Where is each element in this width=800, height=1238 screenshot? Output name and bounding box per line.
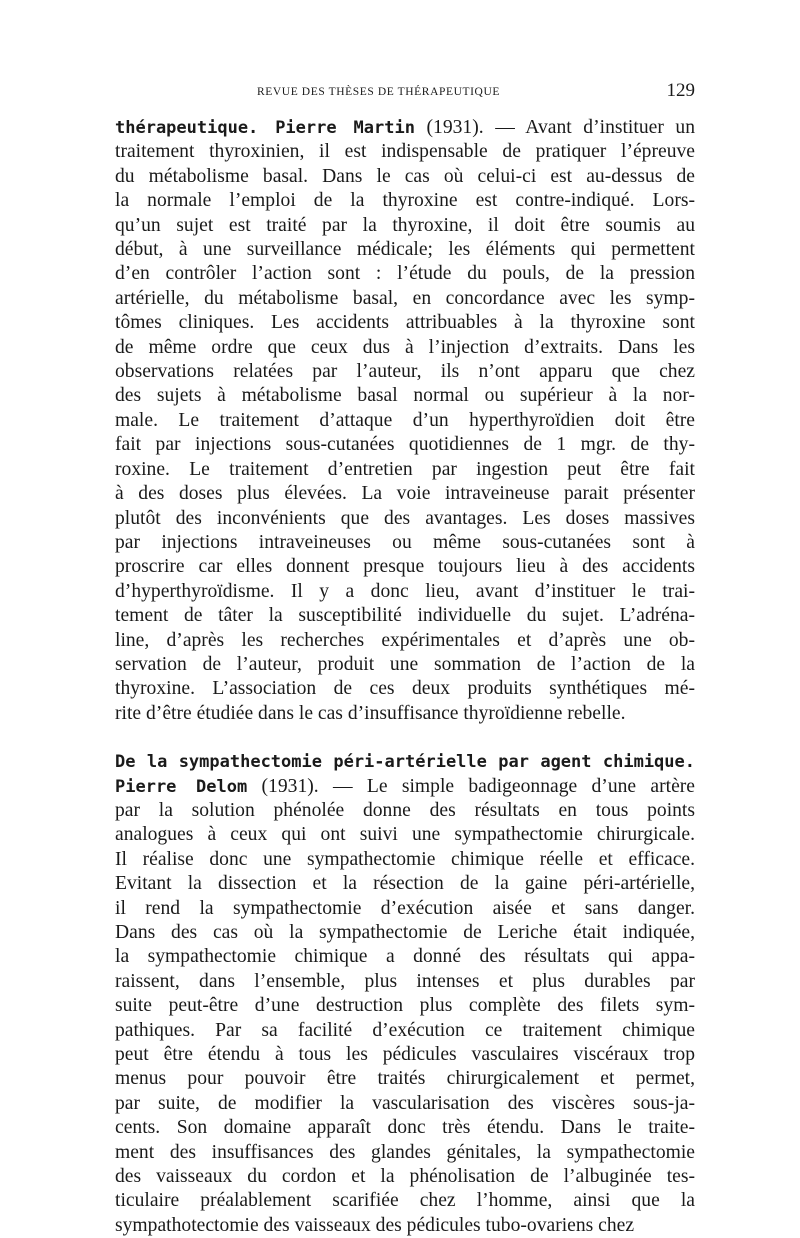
line-text: d’hyperthyroïdisme. Il y a donc lieu, avant d’instituer le trai- [115,580,695,602]
text-line [115,1141,695,1165]
line-text: plutôt des inconvénients que des avantages. Les doses massives [115,507,695,529]
line-text: thyroxine. L’association de ces deux produits synthétiques mé- [115,678,695,700]
line-text: proscrire car elles donnent presque toujours lieu à des accidents [115,556,695,578]
author-name: Pierre Delom [115,776,248,797]
text-line [115,775,695,799]
running-header [115,80,695,106]
text-line [115,116,695,140]
text-line [115,921,695,945]
line-text: (1931). — Avant d’instituer un [414,117,696,138]
line-text: la sympathectomie chimique a donné des résultats qui appa- [115,946,695,968]
line-text: des sujets à métabolisme basal normal ou supérieur à la nor- [115,385,695,407]
text-line [115,189,695,213]
text-line [115,1214,695,1238]
line-text: par la solution phénolée donne des résultats en tous points [115,799,695,821]
line-text: des vaisseaux du cordon et la phénolisation de l’albuginée tes- [115,1166,695,1188]
line-text: male. Le traitement d’attaque d’un hyperthyroïdien doit être [115,409,695,431]
section-title: De la sympathectomie péri-artérielle par agent chimique. [115,752,695,773]
text-line [115,311,695,335]
page-number: 129 [666,80,695,101]
line-text: roxine. Le traitement d’entretien par ingestion peut être fait [115,458,695,480]
line-text: rite d’être étudiée dans le cas d’insuffisance thyroïdienne rebelle. [115,702,626,724]
abstract-delom [115,750,695,1238]
line-text: menus pour pouvoir être traités chirurgicalement et permet, [115,1068,695,1090]
line-text: Il réalise donc une sympathectomie chimique réelle et efficace. [115,848,695,870]
text-line [115,872,695,896]
text-line [115,994,695,1018]
text-line [115,677,695,701]
line-text: début, à une surveillance médicale; les éléments qui permettent [115,239,695,261]
line-text: tement de tâter la susceptibilité individuelle du sujet. L’adréna- [115,605,695,627]
text-line [115,799,695,823]
text-line [115,702,695,726]
document-page [115,80,695,1238]
text-line [115,629,695,653]
line-text: par injections intraveineuses ou même sous-cutanées sont à [115,531,695,553]
line-text: qu’un sujet est traité par la thyroxine, il doit être soumis au [115,214,695,236]
line-text: line, d’après les recherches expérimentales et d’après une ob- [115,629,695,651]
text-line [115,140,695,164]
line-text: traitement thyroxinien, il est indispensable de pratiquer l’épreuve [115,141,695,163]
text-line [115,897,695,921]
line-text: de même ordre que ceux dus à l’injection d’extraits. Dans les [115,336,695,358]
line-text: Evitant la dissection et la résection de la gaine péri-artérielle, [115,873,695,895]
text-line [115,165,695,189]
section-title-line [115,750,695,774]
abstract-martin [115,116,695,726]
text-line [115,555,695,579]
text-line [115,604,695,628]
text-line [115,507,695,531]
line-text: raissent, dans l’ensemble, plus intenses et plus durables par [115,970,695,992]
line-text: la normale l’emploi de la thyroxine est contre-indiqué. Lors- [115,190,695,212]
text-line [115,433,695,457]
text-line [115,409,695,433]
line-text: (1931). — Le simple badigeonnage d’une artère [247,775,695,797]
line-text: peut être étendu à tous les pédicules vasculaires viscéraux trop [115,1044,695,1066]
text-line [115,238,695,262]
text-line [115,653,695,677]
text-line [115,262,695,286]
text-line [115,970,695,994]
text-line [115,1019,695,1043]
text-line [115,1067,695,1091]
line-text: du métabolisme basal. Dans le cas où celui-ci est au-dessus de [115,165,695,187]
line-text: cents. Son domaine apparaît donc très étendu. Dans le traite- [115,1117,695,1139]
text-line [115,214,695,238]
text-line [115,531,695,555]
text-line [115,1043,695,1067]
line-text: sympathotectomie des vaisseaux des pédicules tubo-ovariens chez [115,1214,635,1236]
text-line [115,848,695,872]
text-line [115,360,695,384]
line-text: tômes cliniques. Les accidents attribuables à la thyroxine sont [115,312,695,334]
text-line [115,1189,695,1213]
line-text: Dans des cas où la sympathectomie de Leriche était indiquée, [115,922,695,943]
text-line [115,1116,695,1140]
line-text: il rend la sympathectomie d’exécution aisée et sans danger. [115,897,695,919]
text-line [115,823,695,847]
running-title: REVUE DES THÈSES DE THÉRAPEUTIQUE [257,86,500,98]
line-text: d’en contrôler l’action sont : l’étude du pouls, de la pression [115,263,695,285]
line-text: ticulaire préalablement scarifiée chez l’homme, ainsi que la [115,1190,695,1212]
line-text: servation de l’auteur, produit une sommation de l’action de la [115,653,695,675]
text-line [115,945,695,969]
line-text: fait par injections sous-cutanées quotidiennes de 1 mgr. de thy- [115,434,695,456]
line-text: par suite, de modifier la vascularisation des viscères sous-ja- [115,1092,695,1114]
line-text: pathiques. Par sa facilité d’exécution ce traitement chimique [115,1019,695,1041]
line-text: ment des insuffisances des glandes génitales, la sympathectomie [115,1141,695,1163]
line-text: artérielle, du métabolisme basal, en concordance avec les symp- [115,287,695,309]
text-line [115,580,695,604]
text-line [115,458,695,482]
line-text: observations relatées par l’auteur, ils n’ont apparu que chez [115,361,695,383]
text-line [115,1165,695,1189]
text-line [115,482,695,506]
text-line [115,336,695,360]
line-text: analogues à ceux qui ont suivi une sympathectomie chirurgicale. [115,824,695,846]
line-text: suite peut-être d’une destruction plus complète des filets sym- [115,995,695,1017]
text-line [115,287,695,311]
line-text: à des doses plus élevées. La voie intraveineuse parait présenter [115,483,695,505]
text-line [115,1092,695,1116]
text-line [115,384,695,408]
lead-bold: thérapeutique. Pierre Martin [115,118,415,138]
